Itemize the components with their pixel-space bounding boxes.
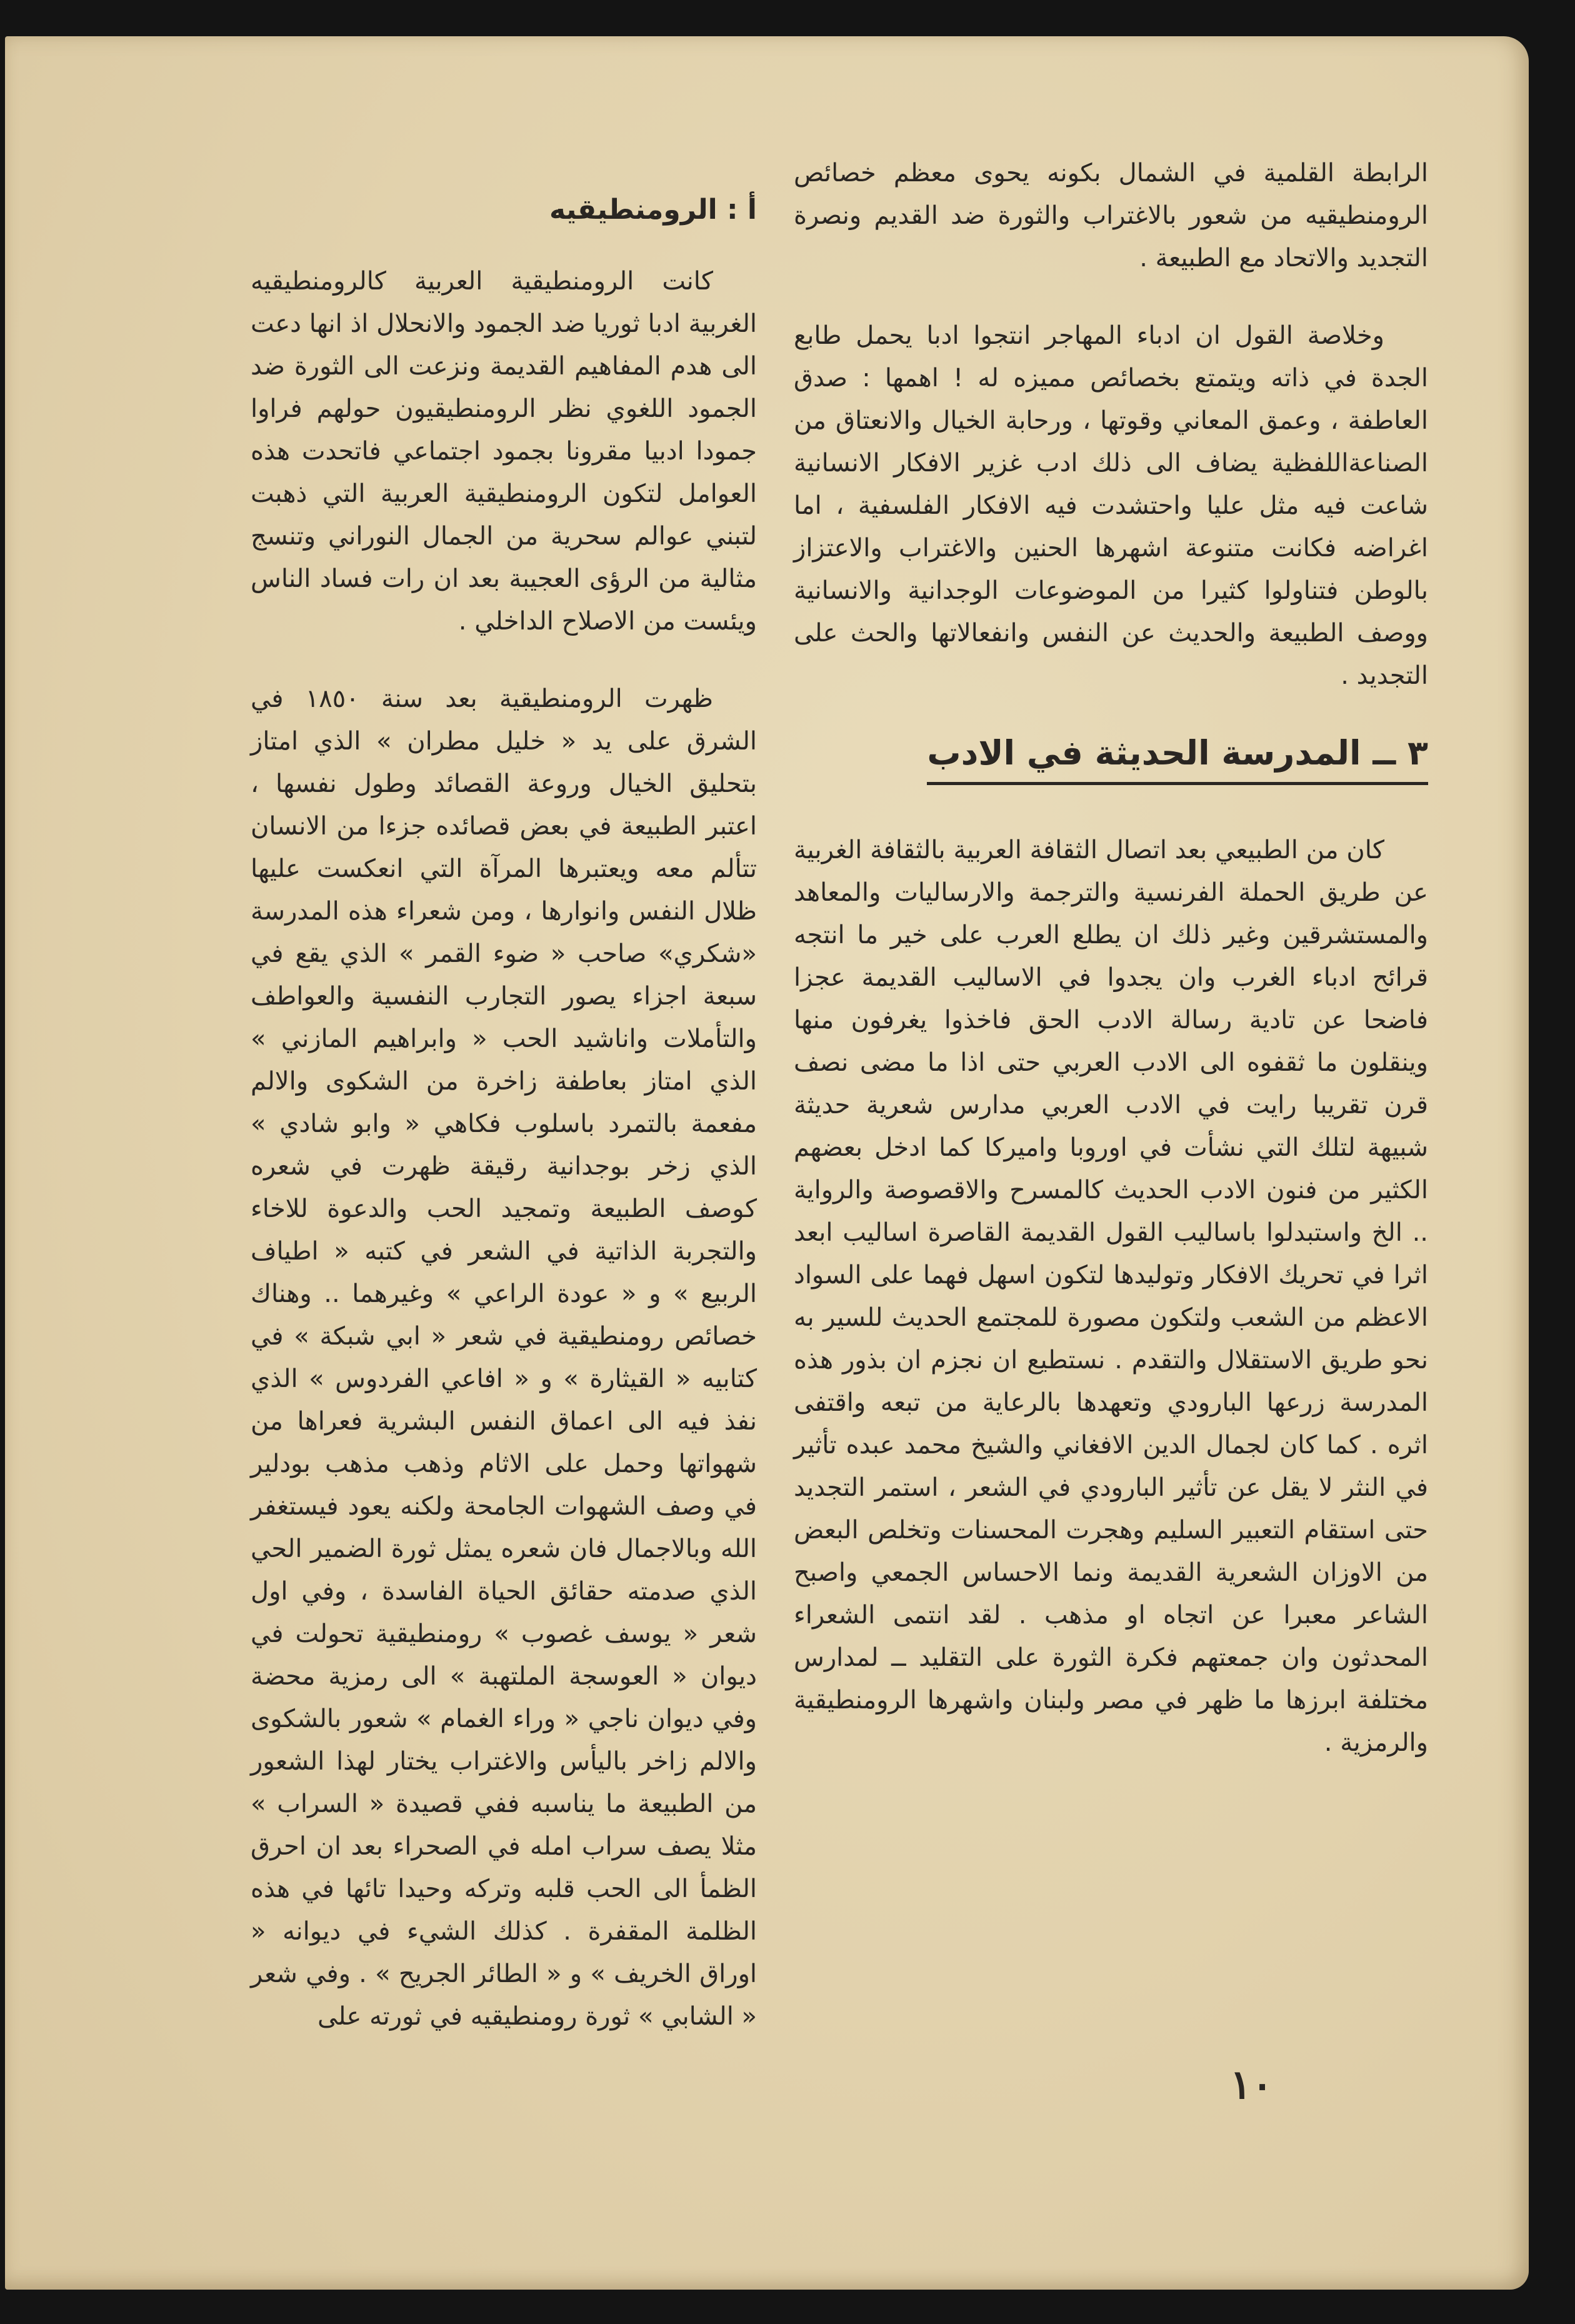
right-paragraph-2: وخلاصة القول ان ادباء المهاجر انتجوا ادبا يحمل طابع الجدة في ذاته ويتمتع بخصائص مميزه له ! اهمها : صدق العاطفة ، وعمق المعاني وقوتها ، ورحابة الخيال والانعتاق من الصناعةاللفظية يضاف الى ذلك ادب غزير الافكار الانسانية شاعت فيه مثل عليا واحتشدت فيه الافكار الفلسفية ، اما اغراضه فكانت متنوعة اشهرها الحنين والاغتراب والاعتزاز بالوطن فتناولوا كثيرا من الموضوعات الوجدانية والانسانية ووصف الطبيعة والحديث عن النفس وانفعالاتها والحث على التجديد . <box>794 321 1428 690</box>
right-paragraph-1: الرابطة القلمية في الشمال بكونه يحوى معظم خصائص الرومنطيقيه من شعور بالاغتراب والثورة ضد القديم ونصرة التجديد والاتحاد مع الطبيعة . <box>794 159 1428 273</box>
page-number: ١٠ <box>1230 2061 1273 2108</box>
right-paragraph-3: كان من الطبيعي بعد اتصال الثقافة العربية بالثقافة الغربية عن طريق الحملة الفرنسية والترجمة والارساليات والمعاهد والمستشرقين وغير ذلك ان يطلع العرب على خير ما انتجه قرائح ادباء الغرب وان يجدوا في الاساليب القديمة عجزا فاضحا عن تادية رسالة الادب الحق فاخذوا يغرفون منها وينقلون ما ثقفوه الى الادب العربي حتى اذا ما مضى نصف قرن تقريبا رايت في الادب العربي مدارس شعرية حديثة شبيهة لتلك التي نشأت في اوروبا واميركا كما ادخل بعضهم الكثير من فنون الادب الحديث كالمسرح والاقصوصة والرواية .. الخ واستبدلوا باساليب القول القديمة القاصرة اساليب ابعد اثرا في تحريك الافكار وتوليدها لتكون اسهل فهما على السواد الاعظم من الشعب ولتكون مصورة للمجتمع الحديث للسير به نحو طريق الاستقلال والتقدم . نستطيع ان نجزم ان بذور هذه المدرسة زرعها البارودي وتعهدها بالرعاية من تبعه واقتفى اثره . كما كان لجمال الدين الافغاني والشيخ محمد عبده تأثير في النثر لا يقل عن تأثير البارودي في الشعر ، استمر التجديد حتى استقام التعبير السليم وهجرت المحسنات وتخلص البعض من الاوزان الشعرية القديمة ونما الاحساس الجمعي واصبح الشاعر معبرا عن اتجاه او مذهب . لقد انتمى الشعراء المحدثون وان جمعتهم فكرة الثورة على التقليد ــ لمدارس مختلفة ابرزها ما ظهر في مصر ولبنان واشهرها الرومنطيقية والرمزية . <box>794 836 1428 1757</box>
sub-heading-romanticism: أ : الرومنطيقيه <box>549 194 757 226</box>
right-column <box>794 152 1428 1764</box>
book-page <box>5 36 1529 2290</box>
left-paragraph-2: ظهرت الرومنطيقية بعد سنة ١٨٥٠ في الشرق على يد « خليل مطران » الذي امتاز بتحليق الخيال وروعة القصائد وطول نفسها ، اعتبر الطبيعة في بعض قصائده جزءا من الانسان تتألم معه ويعتبرها المرآة التي انعكست عليها ظلال النفس وانوارها ، ومن شعراء هذه المدرسة «شكري» صاحب « ضوء القمر » الذي يقع في سبعة اجزاء يصور التجارب النفسية والعواطف والتأملات واناشيد الحب « وابراهيم المازني » الذي امتاز بعاطفة زاخرة من الشكوى والالم مفعمة بالتمرد باسلوب فكاهي « وابو شادي » الذي زخر بوجدانية رقيقة ظهرت في شعره كوصف الطبيعة وتمجيد الحب والدعوة للاخاء والتجربة الذاتية في الشعر في كتبه « اطياف الربيع » و « عودة الراعي » وغيرهما .. وهناك خصائص رومنطيقية في شعر « ابي شبكة » في كتابيه « القيثارة » و « افاعي الفردوس » الذي نفذ فيه الى اعماق النفس البشرية فعراها من شهواتها وحمل على الاثام وذهب مذهب بودلير في وصف الشهوات الجامحة ولكنه يعود فيستغفر الله وبالاجمال فان شعره يمثل ثورة الضمير الحي الذي صدمته حقائق الحياة الفاسدة ، وفي اول شعر « يوسف غصوب » رومنطيقية تحولت في ديوان « العوسجة الملتهبة » الى رمزية محضة وفي ديوان ناجي « وراء الغمام » شعور بالشكوى والالم زاخر باليأس والاغتراب يختار لهذا الشعور من الطبيعة ما يناسبه ففي قصيدة « السراب » مثلا يصف سراب امله في الصحراء بعد ان احرق الظمأ الى الحب قلبه وتركه وحيدا تائها في هذه الظلمة المقفرة . كذلك الشيء في ديوانه « اوراق الخريف » و « الطائر الجريح » . وفي شعر « الشابي » ثورة رومنطيقيه في ثورته على <box>251 684 757 2031</box>
left-column <box>251 166 757 2038</box>
left-paragraph-1: كانت الرومنطيقية العربية كالرومنطيقيه الغربية ادبا ثوريا ضد الجمود والانحلال اذ انها دعت الى هدم المفاهيم القديمة ونزعت الى الثورة ضد الجمود اللغوي نظر الرومنطيقيون حولهم فراوا جمودا ادبيا مقرونا بجمود اجتماعي فاتحدت هذه العوامل لتكون الرومنطيقية العربية التي ذهبت لتبني عوالم سحرية من الجمال النوراني وتنسج مثالية من الرؤى العجيبة بعد ان رات فساد الناس ويئست من الاصلاح الداخلي . <box>251 267 757 636</box>
section-heading-modern-school: ٣ ــ المدرسة الحديثة في الادب <box>927 728 1428 785</box>
